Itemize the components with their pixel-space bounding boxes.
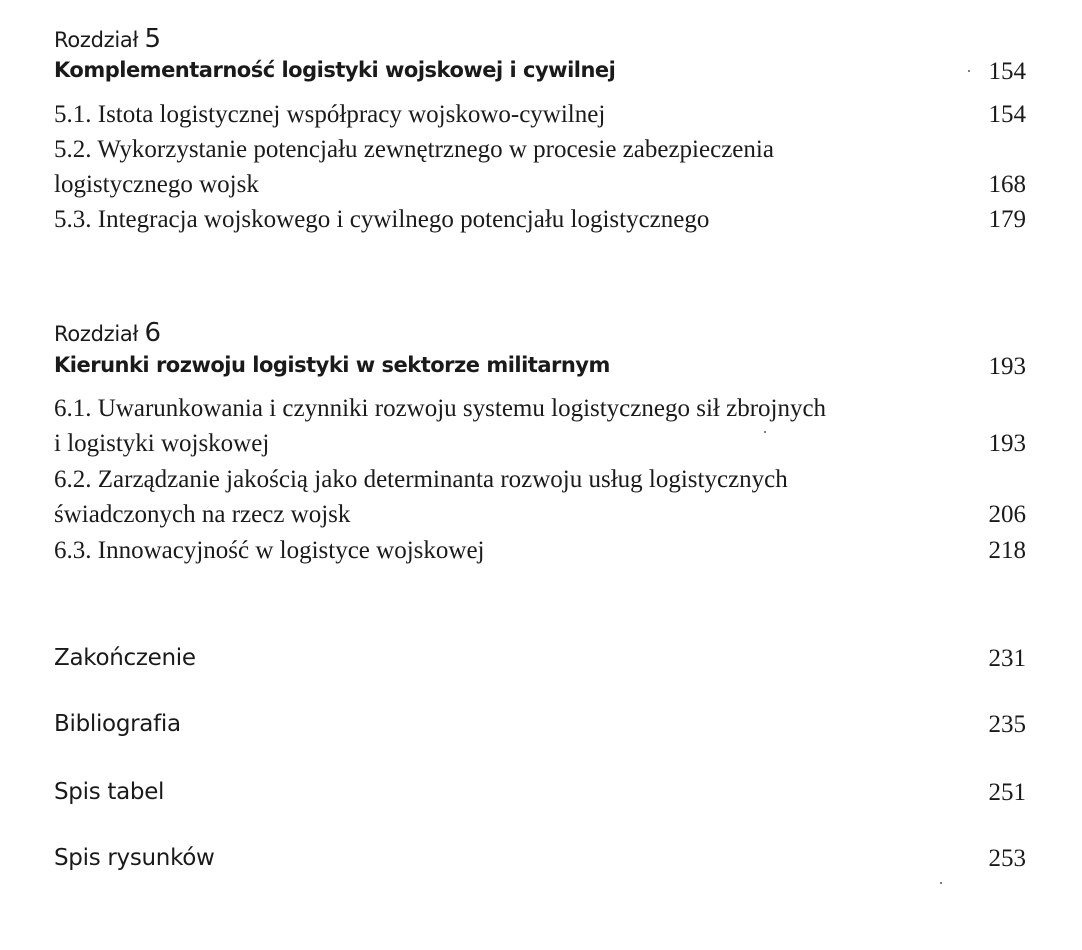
section-title: Zarządzanie jakością jako determinanta rozwoju usług logistycznych xyxy=(97,466,788,493)
section-title: Uwarunkowania i czynniki rozwoju systemu logistycznego sił zbrojnych xyxy=(97,395,827,422)
section-5-2 xyxy=(54,136,774,164)
section-number: 5.3. xyxy=(54,206,92,233)
section-5-1-page: 154 xyxy=(988,101,1026,128)
section-5-2-entry[interactable] xyxy=(54,136,1026,170)
back-matter-page: 235 xyxy=(988,711,1026,738)
chapter-6-page: 193 xyxy=(988,353,1026,380)
section-6-2-entry[interactable] xyxy=(54,466,1026,500)
section-5-3 xyxy=(54,206,709,234)
section-5-2-page: 168 xyxy=(988,171,1026,198)
back-matter-title: Spis rysunków xyxy=(54,845,215,871)
chapter-6-title: Kierunki rozwoju logistyki w sektorze militarnym xyxy=(54,353,610,377)
section-5-1 xyxy=(54,101,605,129)
section-title-continuation: logistycznego wojsk xyxy=(54,171,259,198)
back-matter-zakonczenie[interactable] xyxy=(54,645,1026,679)
section-title-continuation: świadczonych na rzecz wojsk xyxy=(54,501,351,528)
back-matter-spis-rysunkow[interactable] xyxy=(54,845,1026,879)
chapter-number: 5 xyxy=(144,24,161,54)
chapter-5-title: Komplementarność logistyki wojskowej i cywilnej xyxy=(54,58,616,82)
scan-speck xyxy=(940,882,942,884)
section-5-1-entry[interactable] xyxy=(54,101,1026,135)
section-6-2-page: 206 xyxy=(988,501,1026,528)
chapter-5-entry[interactable] xyxy=(54,58,1026,92)
chapter-label-word: Rozdział xyxy=(54,322,139,346)
section-6-1-entry-cont[interactable] xyxy=(54,430,1026,464)
back-matter-title: Spis tabel xyxy=(54,779,165,805)
section-6-3 xyxy=(54,537,484,565)
section-6-1-page: 193 xyxy=(988,430,1026,457)
section-6-1 xyxy=(54,395,826,423)
back-matter-title: Bibliografia xyxy=(54,711,181,737)
chapter-5-page: 154 xyxy=(988,58,1026,85)
scan-speck xyxy=(968,70,970,72)
back-matter-page: 231 xyxy=(988,645,1026,672)
section-number: 5.1. xyxy=(54,101,92,128)
section-number: 6.2. xyxy=(54,466,92,493)
section-title: Istota logistycznej współpracy wojskowo-cywilnej xyxy=(97,101,606,128)
back-matter-spis-tabel[interactable] xyxy=(54,779,1026,813)
chapter-5-label xyxy=(54,24,161,54)
chapter-6-entry[interactable] xyxy=(54,353,1026,387)
chapter-6-label xyxy=(54,318,161,348)
section-6-2 xyxy=(54,466,788,494)
section-title: Wykorzystanie potencjału zewnętrznego w procesie zabezpieczenia xyxy=(97,136,774,163)
back-matter-page: 253 xyxy=(988,845,1026,872)
section-6-2-entry-cont[interactable] xyxy=(54,501,1026,535)
section-number: 6.3. xyxy=(54,537,92,564)
back-matter-bibliografia[interactable] xyxy=(54,711,1026,745)
back-matter-title: Zakończenie xyxy=(54,645,196,671)
section-title: Innowacyjność w logistyce wojskowej xyxy=(97,537,485,564)
chapter-number: 6 xyxy=(144,318,161,348)
back-matter-page: 251 xyxy=(988,779,1026,806)
section-title-continuation: i logistyki wojskowej xyxy=(54,430,270,457)
section-6-3-entry[interactable] xyxy=(54,537,1026,571)
section-number: 5.2. xyxy=(54,136,92,163)
section-5-3-entry[interactable] xyxy=(54,206,1026,240)
section-5-3-page: 179 xyxy=(988,206,1026,233)
section-title: Integracja wojskowego i cywilnego potencjału logistycznego xyxy=(97,206,710,233)
section-6-1-entry[interactable] xyxy=(54,395,1026,429)
section-number: 6.1. xyxy=(54,395,92,422)
section-6-3-page: 218 xyxy=(988,537,1026,564)
scan-speck xyxy=(764,431,766,433)
chapter-label-word: Rozdział xyxy=(54,28,139,52)
section-5-2-entry-cont[interactable] xyxy=(54,171,1026,205)
